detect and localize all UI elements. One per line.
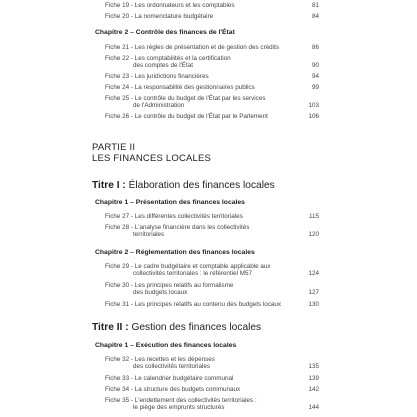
page-number: 142 [308,386,319,393]
chapter-heading: Chapitre 1 – Exécution des finances locales [95,342,237,349]
entry-text-continued: de l'Administration [133,102,185,110]
entry-text: Fiche 27 - Les différentes collectivités territoriales [105,213,243,220]
page-number: 139 [308,375,319,382]
page-number: 90 [311,62,319,70]
toc-entry [105,301,319,308]
entry-text: Fiche 29 - Le cadre budgétaire et comptable applicable aux [105,263,271,270]
entry-text-continued: des comptes de l'État [133,62,194,70]
section-title [92,322,261,333]
page-number: 106 [308,113,319,120]
toc-entry [105,356,319,370]
entry-text: Fiche 23 - Les juridictions financières [105,73,209,80]
toc-entry [105,2,319,9]
entry-text: Fiche 35 - L'endettement des collectivités territoriales : [105,397,257,404]
entry-text-continued: des collectivités territoriales [133,363,210,371]
toc-entry [105,84,319,91]
page-number: 115 [308,213,319,220]
toc-entry [105,13,319,20]
part-title: LES FINANCES LOCALES [92,153,212,164]
entry-text: Fiche 24 - La responsabilité des gestionnaires publics [105,84,255,91]
entry-text: Fiche 26 - Le contrôle du budget de l'État par le Parlement [105,113,268,120]
entry-text: Fiche 34 - La structure des budgets communaux [105,386,241,393]
entry-text: Fiche 30 - Les principes relatifs au formalisme [105,282,234,289]
page-number: 81 [311,2,319,9]
page-number: 135 [308,363,319,371]
toc-entry [105,213,319,220]
toc-entry [105,263,319,277]
toc-entry [105,55,319,69]
entry-text: Fiche 32 - Les recettes et les dépenses [105,356,215,363]
toc-entry [105,73,319,80]
toc-entry [105,224,319,238]
entry-text: Fiche 19 - Les ordonnateurs et les comptables [105,2,235,9]
toc-entry [105,375,319,382]
entry-text: Fiche 25 - Le contrôle du budget de l'État par les services [105,95,266,102]
section-title [92,180,275,191]
page-number: 124 [308,270,319,278]
page-number: 86 [311,44,319,51]
page-number: 99 [311,84,319,91]
section-title-text: Gestion des finances locales [131,322,262,333]
page-number: 120 [308,231,319,239]
page-number: 84 [311,13,319,20]
entry-text: Fiche 33 - Le calendrier budgétaire communal [105,375,234,382]
entry-text-continued: collectivités territoriales : le référentiel M57 [133,270,252,278]
toc-entry [105,397,319,411]
section-title-label: Titre II : [92,322,129,333]
chapter-heading: Chapitre 1 – Présentation des finances locales [95,199,245,206]
entry-text: Fiche 22 - Les comptabilités et la certification [105,55,231,62]
entry-text: Fiche 21 - Les règles de présentation et de gestion des crédits [105,44,279,51]
part-label: PARTIE II [92,142,136,153]
section-title-label: Titre I : [92,180,126,191]
page-number: 144 [308,404,319,412]
entry-text: Fiche 31 - Les principes relatifs au contenu des budgets locaux [105,301,282,308]
chapter-heading: Chapitre 2 – Réglementation des finances locales [95,249,255,256]
entry-text: Fiche 28 - L'analyse financière dans les collectivités [105,224,250,231]
page-number: 94 [311,73,319,80]
toc-entry [105,95,319,109]
entry-text-continued: territoriales [133,231,165,239]
entry-text: Fiche 20 - La nomenclature budgétaire [105,13,214,20]
toc-entry [105,113,319,120]
entry-text-continued: des budgets locaux [133,289,188,297]
section-title-text: Élaboration des finances locales [128,180,275,191]
toc-entry [105,282,319,296]
chapter-heading: Chapitre 2 – Contrôle des finances de l'État [95,29,235,36]
entry-text-continued: le piège des emprunts structurés [133,404,225,412]
page-number: 130 [308,301,319,308]
page-number: 103 [308,102,319,110]
toc-entry [105,44,319,51]
page-number: 127 [308,289,319,297]
toc-entry [105,386,319,393]
